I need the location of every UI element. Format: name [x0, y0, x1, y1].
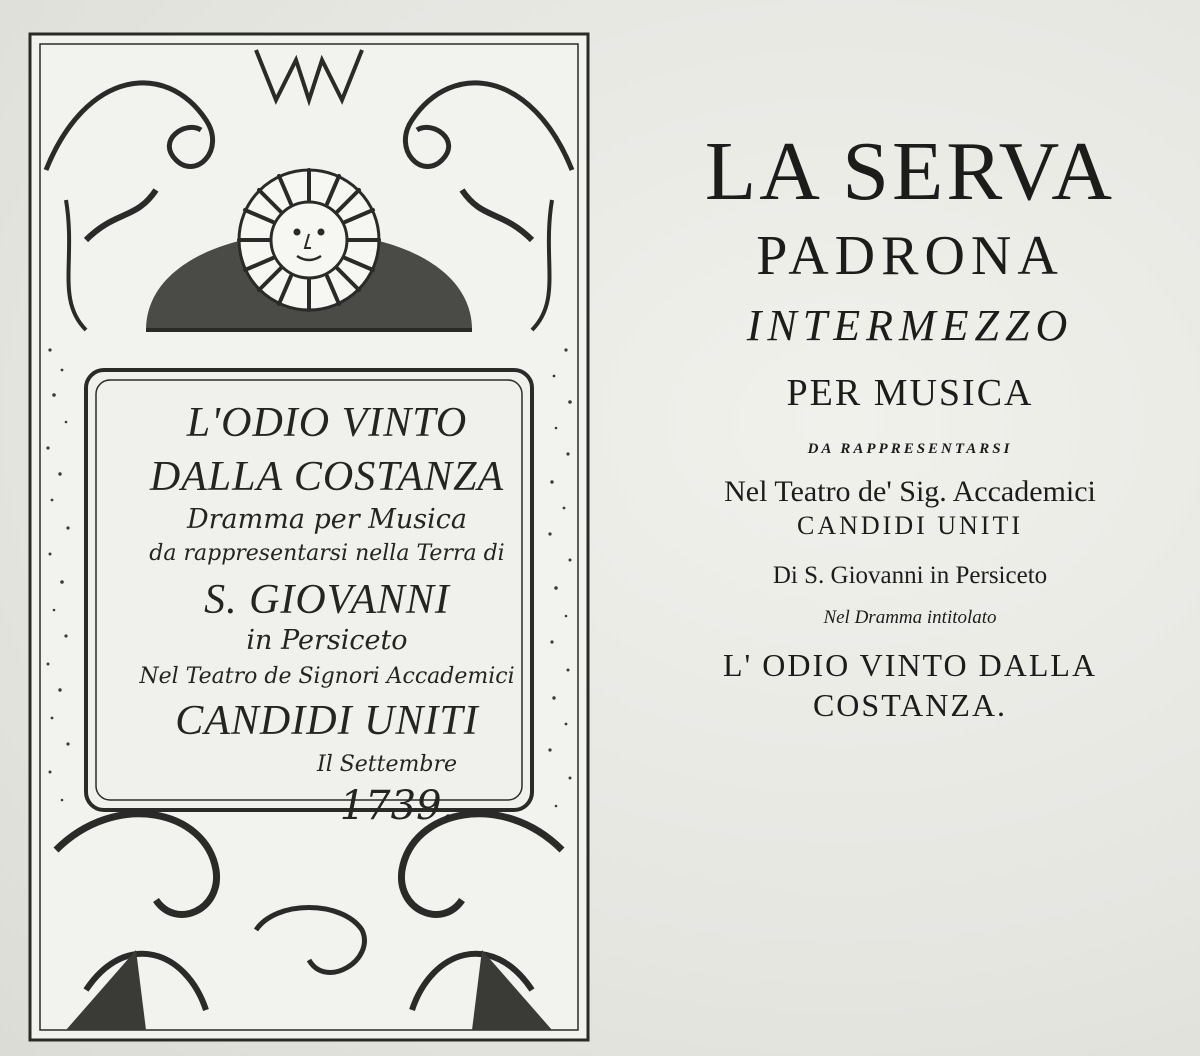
town-line: Di S. Giovanni in Persiceto: [772, 562, 1048, 589]
cartouche-genre: Dramma per Musica: [186, 504, 468, 535]
drama-intro-line: Nel Dramma intitolato: [823, 607, 997, 628]
cartouche-town-suffix: in Persiceto: [246, 625, 408, 656]
cartouche-performance-line: da rappresentarsi nella Terra di: [149, 541, 505, 566]
cartouche-theatre: Nel Teatro de Signori Accademici: [139, 664, 515, 689]
cartouche-year: 1739.: [339, 783, 455, 829]
cartouche-title-line-1: L'ODIO VINTO: [186, 400, 468, 446]
cartouche-month: Il Settembre: [317, 752, 457, 777]
engraved-frontispiece: [26, 30, 592, 1044]
title-line-1: LA SERVA: [704, 125, 1116, 218]
drama-title-line-1: L' ODIO VINTO DALLA: [722, 647, 1098, 683]
sun-face-icon: [219, 148, 399, 328]
drama-title-line-2: COSTANZA.: [812, 687, 1008, 723]
cartouche-academy: CANDIDI UNITI: [175, 698, 479, 744]
performance-note: DA RAPPRESENTARSI: [807, 441, 1013, 457]
cartouche-town: S. GIOVANNI: [204, 577, 450, 623]
subtitle-per-musica: PER MUSICA: [786, 372, 1034, 414]
cartouche-title-line-2: DALLA COSTANZA: [149, 454, 505, 500]
title-page: [640, 125, 1180, 723]
subtitle-intermezzo: INTERMEZZO: [746, 301, 1074, 350]
cartouche-text: [96, 400, 558, 829]
academy-line: CANDIDI UNITI: [796, 511, 1023, 540]
theatre-line: Nel Teatro de' Sig. Accademici: [724, 475, 1096, 508]
title-line-2: PADRONA: [756, 225, 1064, 287]
